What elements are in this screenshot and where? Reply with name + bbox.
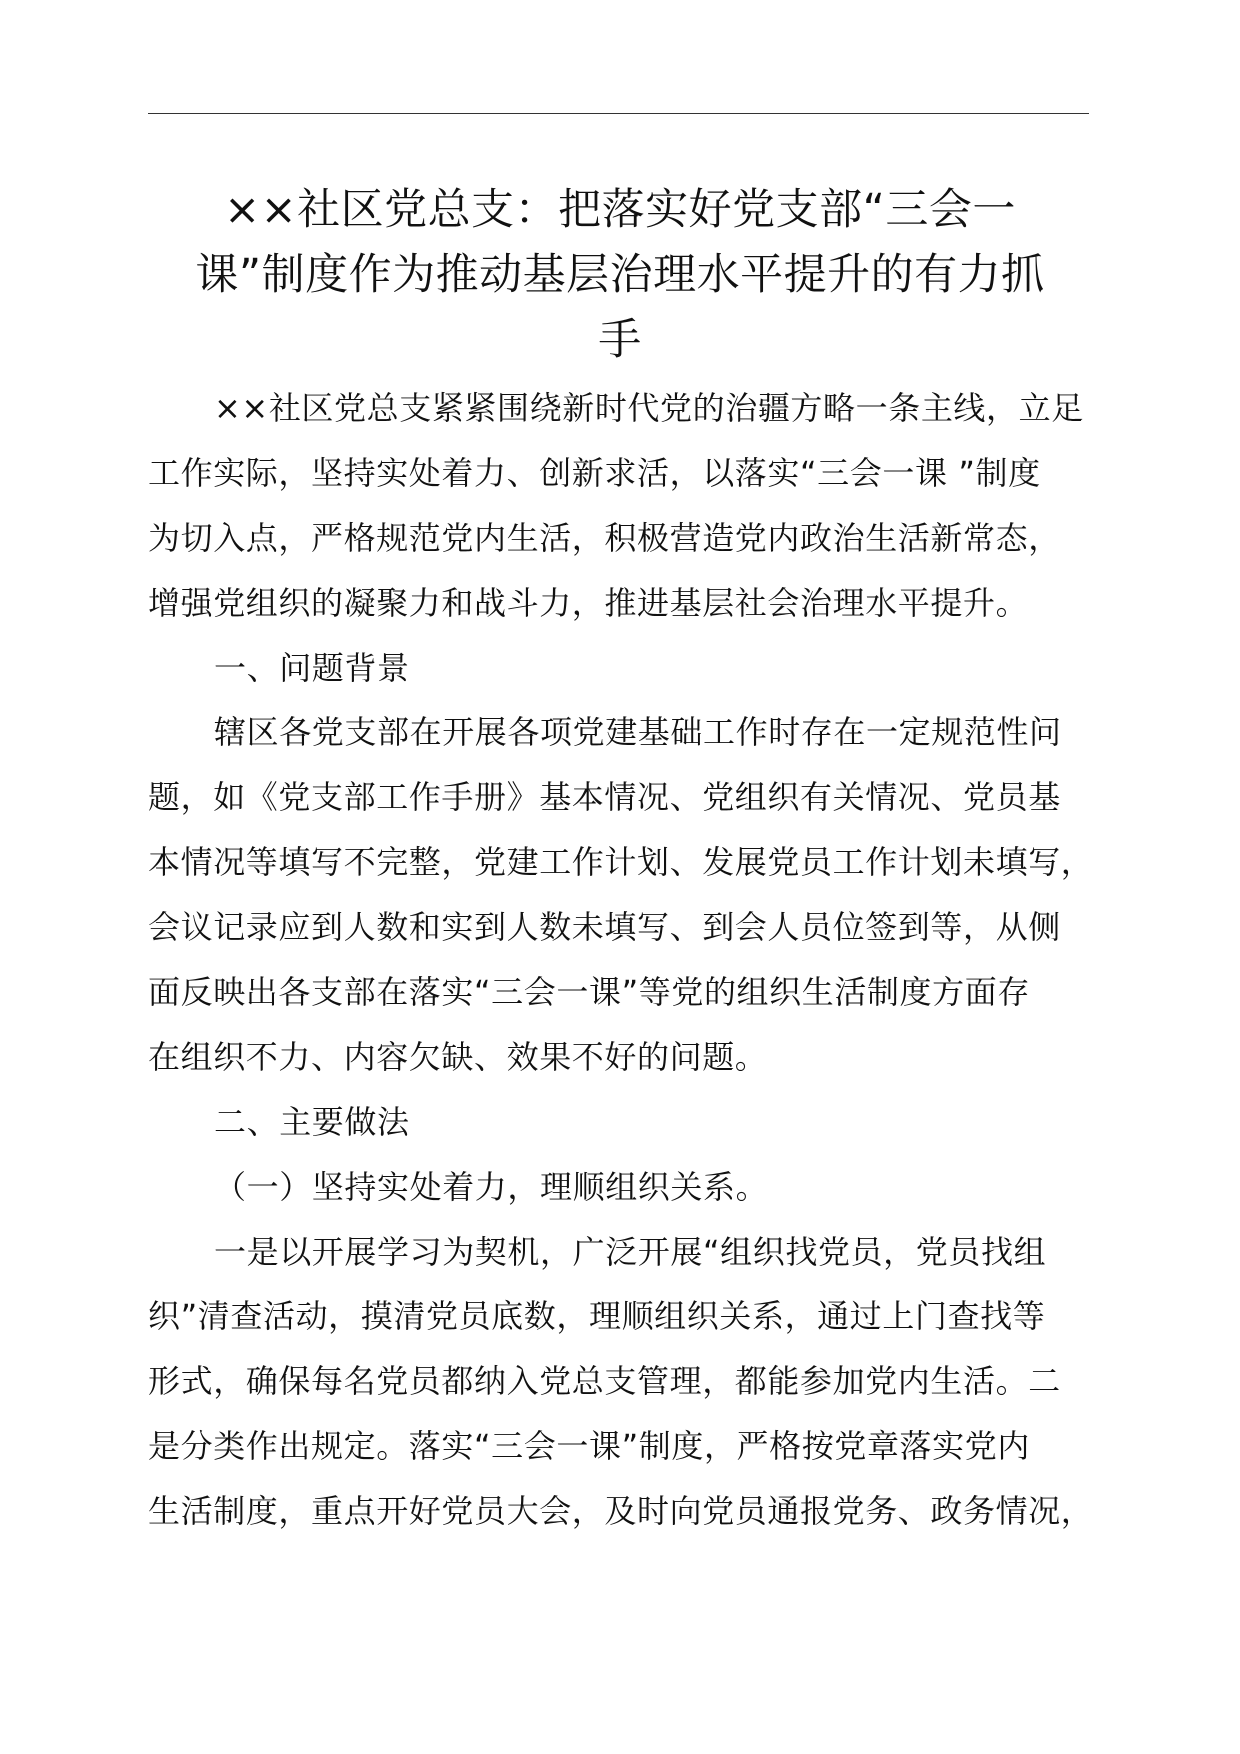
paragraph-background-line: 辖区各党支部在开展各项党建基础工作时存在一定规范性问 [214, 713, 1062, 752]
paragraph-intro-line: ××社区党总支紧紧围绕新时代党的治疆方略一条主线，立足 [214, 389, 1084, 427]
section-heading-methods: 二、主要做法 [214, 1102, 410, 1141]
paragraph-methods-line: 生活制度，重点开好党员大会，及时向党员通报党务、政务情况， [148, 1492, 1094, 1531]
paragraph-intro-line: 为切入点，严格规范党内生活，积极营造党内政治生活新常态， [148, 518, 1061, 557]
paragraph-background-line: 面反映出各支部在落实“三会一课”等党的组织生活制度方面存 [148, 973, 1030, 1012]
paragraph-methods-line: 织”清查活动，摸清党员底数，理顺组织关系，通过上门查找等 [148, 1297, 1046, 1336]
paragraph-methods-line: 一是以开展学习为契机，广泛开展“组织找党员，党员找组 [214, 1232, 1047, 1271]
paragraph-intro-line: 增强党组织的凝聚力和战斗力，推进基层社会治理水平提升。 [148, 583, 1029, 622]
paragraph-background-line: 本情况等填写不完整，党建工作计划、发展党员工作计划未填写， [148, 843, 1094, 882]
title-line: 课”制度作为推动基层治理水平提升的有力抓 [195, 250, 1045, 300]
paragraph-background-line: 题，如《党支部工作手册》基本情况、党组织有关情况、党员基 [148, 778, 1061, 817]
document-body [148, 376, 1138, 1544]
paragraph-methods-line: 形式，确保每名党员都纳入党总支管理，都能参加党内生活。二 [148, 1362, 1061, 1401]
title-line: 手 [598, 315, 642, 365]
subsection-heading-1: （一）坚持实处着力，理顺组织关系。 [214, 1167, 769, 1206]
paragraph-methods-line: 是分类作出规定。落实“三会一课”制度，严格按党章落实党内 [148, 1427, 1030, 1466]
paragraph-background-line: 会议记录应到人数和实到人数未填写、到会人员位签到等，从侧 [148, 908, 1061, 947]
paragraph-background-line: 在组织不力、内容欠缺、效果不好的问题。 [148, 1037, 768, 1076]
section-heading-background: 一、问题背景 [214, 648, 410, 687]
document-title [150, 178, 1090, 373]
paragraph-intro-line: 工作实际，坚持实处着力、创新求活，以落实“三会一课 ”制度 [148, 453, 1041, 492]
title-line: ××社区党总支：把落实好党支部“三会一 [224, 185, 1016, 235]
header-rule [148, 113, 1089, 114]
